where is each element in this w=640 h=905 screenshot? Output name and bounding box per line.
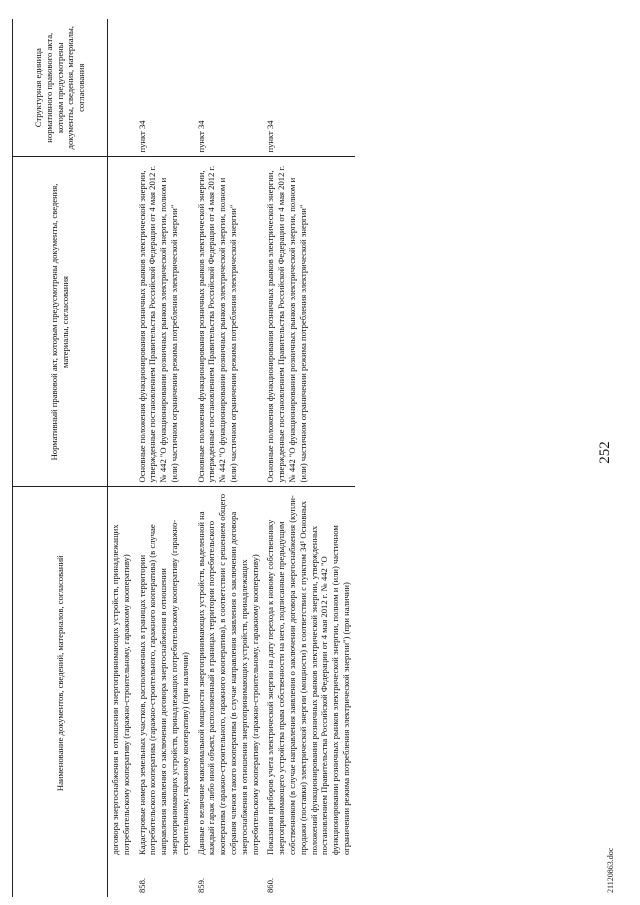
- row-document-name: Показания приборов учета электрической энергии на дату перехода к новому собственнику энергопринимающего устройства права собственности на него, подписанные предыдущим собственником (в случае направления заявления о заключении договора энергоснабжения (купли-продажи (поставки) электрической энергии (мощности) в соответствии с пунктом 34¹ Основных положений функционирования розничных рынков электрической энергии, утвержденных постановлением Правительства Российской Федерации от 4 мая 2012 г. № 442 "О функционировании розничных рынков электрической энергии, полном и (или) частичном ограничении режима потребления электрической энергии") (при наличии): [263, 487, 354, 859]
- header-name: Наименование документов, сведений, материалов, согласований: [13, 487, 108, 859]
- header-act: Нормативный правовой акт, которым предусмотрены документы, сведения, материалы, согласования: [13, 157, 108, 487]
- continuation-text: договора энергоснабжения в отношении энергопринимающих устройств, принадлежащих потребительскому кооперативу (гаражно-строительному, гаражному кооперативу): [108, 487, 135, 859]
- row-document-name: Кадастровые номера земельных участков, расположенных в границах территории потребительского кооператива (гаражно-строительного, гаражного кооператива) (в случае направления заявления о заключении договора энергоснабжения в отношении энергопринимающих устройств, принадлежащих потребительскому кооперативу (гаражно-строительному, гаражному кооперативу) (при наличии): [135, 487, 194, 859]
- file-identifier: 21120863.doc: [606, 847, 615, 893]
- row-structural-unit: пункт 34: [136, 120, 147, 153]
- page-number: 252: [597, 441, 613, 464]
- header-number-cell: [13, 859, 108, 897]
- row-structural-unit: пункт 34: [265, 120, 276, 153]
- table-row-continuation: [108, 19, 135, 897]
- row-document-name: Данные о величине максимальной мощности энергопринимающих устройств, выделенной на каждый гараж либо иной объект, расположенный в границах территории потребительского кооператива (гаражно-строительного, гаражного кооператива), в соответствии с решением общего собрания членов такого кооператива (в случае направления заявления о заключении договора энергоснабжения в отношении энергопринимающих устройств, принадлежащих потребительскому кооперативу (гаражно-строительному, гаражному кооперативу): [194, 487, 264, 859]
- row-number: 860.: [265, 877, 276, 893]
- row-number: 859.: [195, 877, 206, 893]
- row-structural-unit: пункт 34: [195, 120, 206, 153]
- table-row: [135, 19, 194, 897]
- table-row: [263, 19, 354, 897]
- row-number: 858.: [136, 877, 147, 893]
- table-row: [194, 19, 264, 897]
- row-legal-act: Основные положения функционирования розничных рынков электрической энергии, утвержденные постановлением Правительства Российской Федерации от 4 мая 2012 г. № 442 "О функционировании розничных рынков электрической энергии, полном и (или) частичном ограничении режима потребления электрической энергии": [194, 157, 264, 487]
- header-unit: Структурная единица нормативного правового акта, которым предусмотрены документы, сведения, материалы, согласования: [13, 19, 108, 157]
- table-header-row: [13, 19, 108, 897]
- row-legal-act: Основные положения функционирования розничных рынков электрической энергии, утвержденные постановлением Правительства Российской Федерации от 4 мая 2012 г. № 442 "О функционировании розничных рынков электрической энергии, полном и (или) частичном ограничении режима потребления электрической энергии": [263, 157, 354, 487]
- requirements-table: [12, 19, 355, 897]
- row-legal-act: Основные положения функционирования розничных рынков электрической энергии, утвержденные постановлением Правительства Российской Федерации от 4 мая 2012 г. № 442 "О функционировании розничных рынков электрической энергии, полном и (или) частичном ограничении режима потребления электрической энергии": [135, 157, 194, 487]
